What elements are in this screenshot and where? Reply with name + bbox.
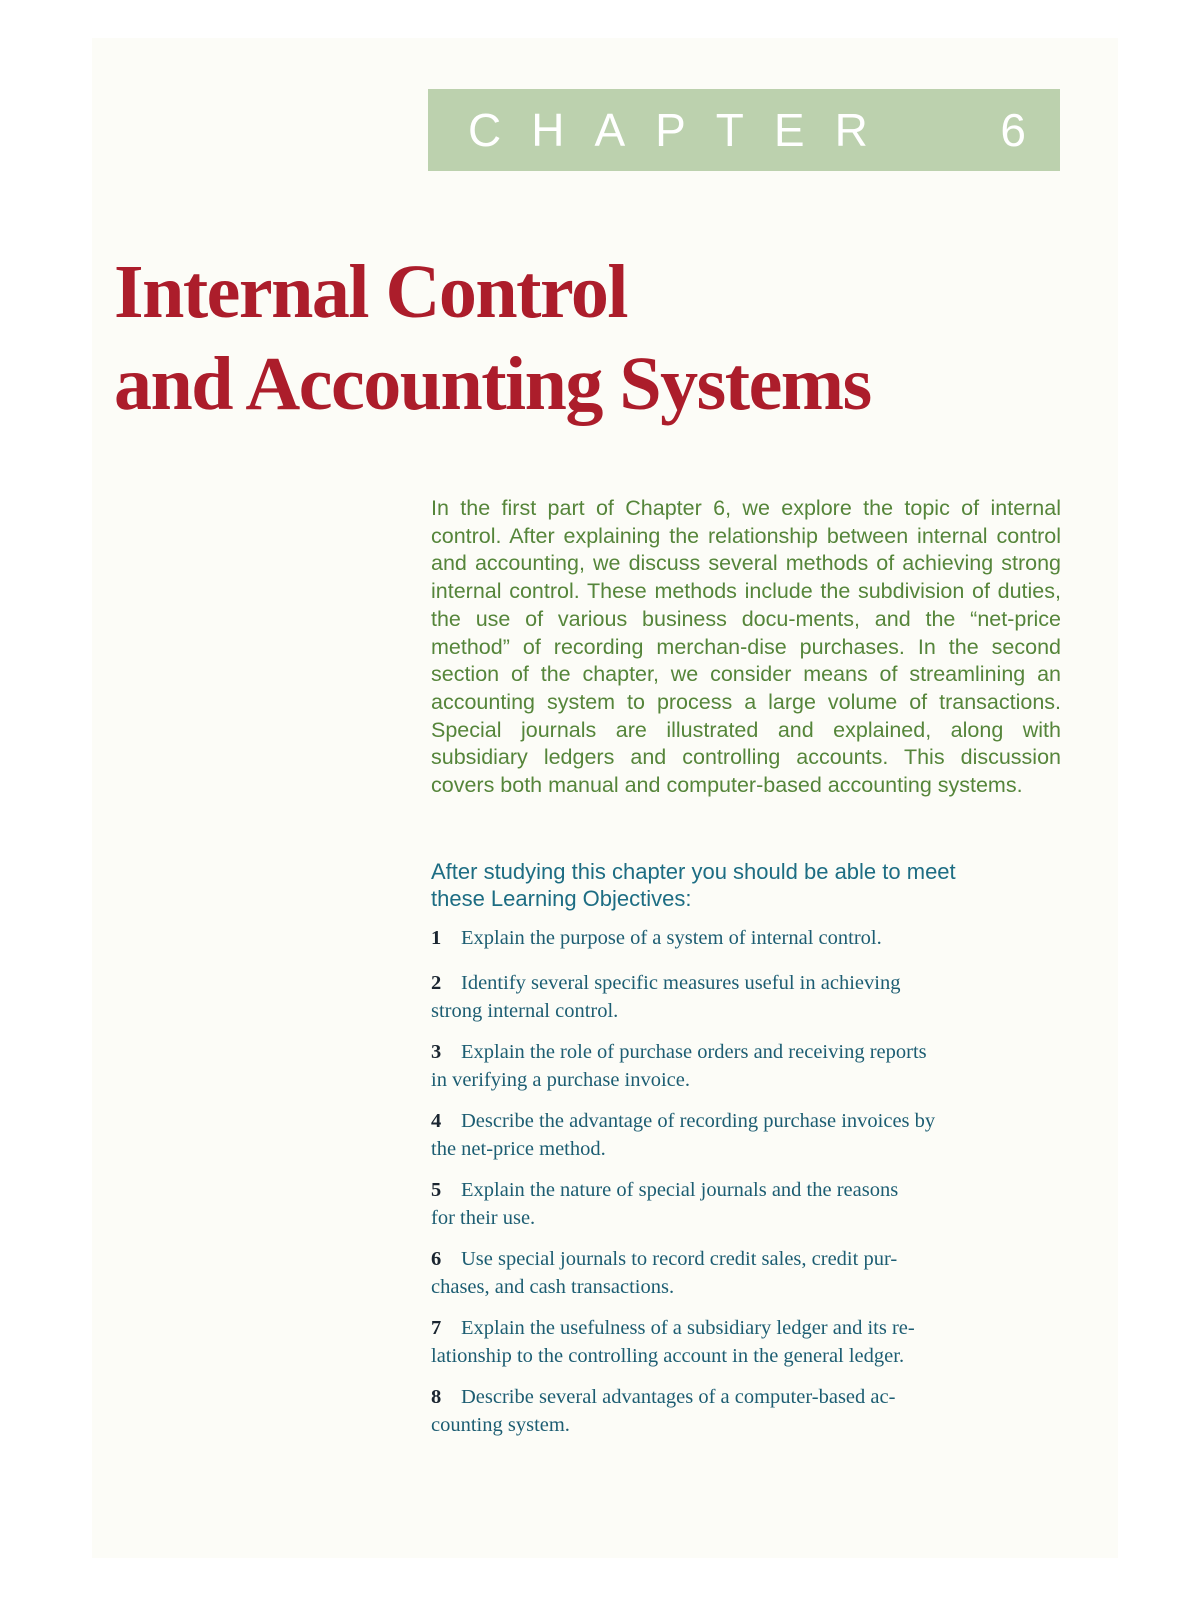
learning-objective — [431, 1383, 1063, 1439]
objective-number: 5 — [431, 1179, 442, 1201]
objective-text: Explain the role of purchase orders and receiving reports — [461, 1041, 927, 1063]
objective-line — [431, 1383, 1063, 1411]
objective-line — [431, 1107, 1063, 1135]
objective-text-continued: chases, and cash transactions. — [431, 1276, 675, 1298]
objective-line — [431, 1176, 1063, 1204]
objectives-heading-line-2: these Learning Objectives: — [431, 886, 692, 911]
objective-number: 8 — [431, 1386, 442, 1408]
objective-text: Identify several specific measures useful in achieving — [461, 972, 901, 994]
chapter-title — [114, 246, 871, 430]
chapter-number: 6 — [1000, 104, 1026, 156]
objective-line — [431, 1245, 1063, 1273]
objective-text: Describe several advantages of a computer-based ac- — [461, 1386, 896, 1408]
objective-text-continued: lationship to the controlling account in the general ledger. — [431, 1345, 905, 1367]
learning-objective — [431, 1245, 1063, 1301]
objective-line — [431, 924, 1063, 952]
objective-text-continued: in verifying a purchase invoice. — [431, 1069, 691, 1091]
chapter-title-line-1: Internal Control — [114, 250, 627, 334]
objective-text: Use special journals to record credit sales, credit pur- — [461, 1248, 898, 1270]
objective-number: 6 — [431, 1248, 442, 1270]
objective-number: 7 — [431, 1317, 442, 1339]
objective-line — [431, 1038, 1063, 1066]
objectives-heading-line-1: After studying this chapter you should be able to meet — [431, 859, 956, 884]
learning-objective — [431, 924, 1063, 952]
objective-number: 4 — [431, 1110, 442, 1132]
objective-text: Describe the advantage of recording purchase invoices by — [461, 1110, 936, 1132]
objective-text-continued: the net-price method. — [431, 1138, 606, 1160]
chapter-label: CHAPTER — [468, 104, 898, 156]
objective-text: Explain the usefulness of a subsidiary ledger and its re- — [461, 1317, 915, 1339]
objective-text: Explain the nature of special journals and the reasons — [461, 1179, 899, 1201]
learning-objective — [431, 1038, 1063, 1094]
learning-objectives-list — [431, 924, 1063, 1452]
chapter-banner — [428, 89, 1060, 171]
objectives-heading — [431, 858, 1061, 912]
learning-objective — [431, 969, 1063, 1025]
objective-text: Explain the purpose of a system of internal control. — [461, 927, 882, 949]
chapter-introduction: In the first part of Chapter 6, we explore the topic of internal control. After explaining the relationship between internal control and accounting, we discuss several methods of achieving strong internal control. These methods include the subdivision of duties, the use of various business docu-ments, and the “net-price method” of recording merchan-dise purchases. In the second section of the chapter, we consider means of streamlining an accounting system to process a large volume of transactions. Special journals are illustrated and explained, along with subsidiary ledgers and controlling accounts. This discussion covers both manual and computer-based accounting systems. — [431, 496, 1061, 798]
objective-number: 1 — [431, 927, 442, 949]
learning-objective — [431, 1107, 1063, 1163]
objective-text-continued: counting system. — [431, 1414, 570, 1436]
objective-text-continued: strong internal control. — [431, 1000, 619, 1022]
objective-number: 2 — [431, 972, 442, 994]
objective-line — [431, 969, 1063, 997]
objective-line — [431, 1314, 1063, 1342]
learning-objective — [431, 1314, 1063, 1370]
objective-text-continued: for their use. — [431, 1207, 536, 1229]
learning-objective — [431, 1176, 1063, 1232]
chapter-title-line-2: and Accounting Systems — [114, 342, 871, 426]
objective-number: 3 — [431, 1041, 442, 1063]
